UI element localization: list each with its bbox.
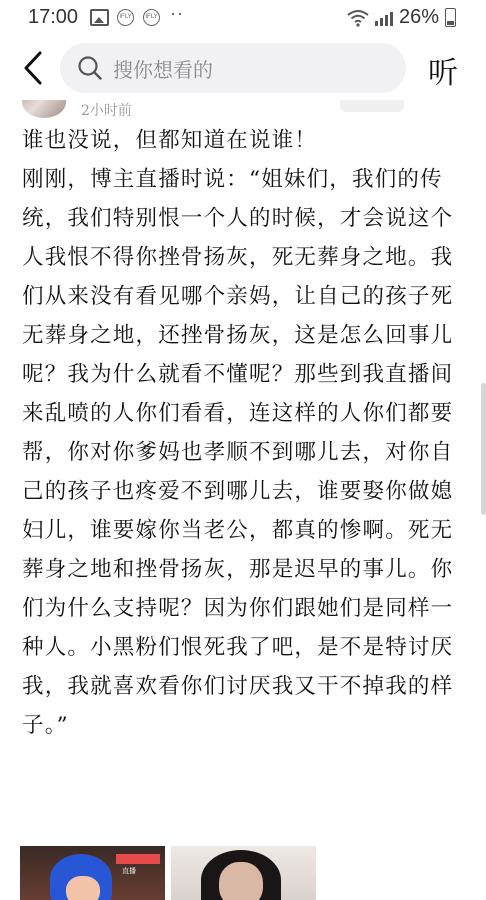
post-paragraph: 谁也没说，但都知道在说谁！	[22, 128, 318, 153]
live-banner	[116, 854, 160, 864]
search-icon	[77, 55, 103, 81]
status-time: 17:00	[28, 6, 79, 28]
signal-icon	[375, 10, 393, 26]
back-button[interactable]	[14, 44, 54, 92]
top-bar	[0, 38, 486, 100]
more-dots-icon: ··	[170, 3, 184, 23]
listen-button[interactable]: 听	[428, 56, 458, 91]
search-placeholder: 搜你想看的	[113, 57, 213, 82]
post-meta	[0, 100, 486, 120]
gallery-icon	[90, 9, 109, 26]
post-paragraph: 刚刚，博主直播时说：“姐妹们，我们的传统，我们特别恨一个人的时候，才会说这个人我恨不得你挫骨扬灰，死无葬身之地。我们从来没有看见哪个亲妈，让自己的孩子死无葬身之地，还挫骨扬灰，这是怎么回事儿呢？我为什么就看不懂呢？那些到我直播间来乱喷的人你们看看，连这样的人你们都要帮，你对你爹妈也孝顺不到哪儿去，对你自己的孩子也疼爱不到哪儿去，谁要娶你做媳妇儿，谁要嫁你当老公，都真的惨啊。死无葬身之地和挫骨扬灰，那是迟早的事儿。你们为什么支持呢？因为你们跟她们是同样一种人。小黑粉们恨死我了吧，是不是特讨厌我，我就喜欢看你们讨厌我又干不掉我的样子。”	[22, 167, 454, 738]
wifi-icon	[347, 9, 369, 27]
post-image[interactable]	[20, 846, 165, 900]
image-gallery	[20, 846, 316, 900]
status-bar	[0, 0, 486, 34]
battery-percent: 26%	[398, 6, 439, 28]
avatar[interactable]	[22, 100, 66, 118]
follow-button[interactable]	[340, 100, 404, 112]
live-label: 直播	[122, 868, 136, 875]
post-body	[22, 121, 468, 745]
notification-circle-icon: IFLY	[143, 9, 160, 26]
post-time: 2小时前	[81, 103, 132, 119]
search-input[interactable]	[60, 43, 406, 93]
status-right-group	[347, 6, 456, 29]
post-image[interactable]	[171, 846, 316, 900]
notification-circle-icon: IFLY	[117, 9, 134, 26]
scrollbar[interactable]	[481, 383, 486, 515]
battery-icon	[445, 8, 456, 27]
chevron-left-icon	[14, 44, 54, 92]
face-shape	[219, 862, 263, 900]
face-shape	[66, 876, 100, 900]
